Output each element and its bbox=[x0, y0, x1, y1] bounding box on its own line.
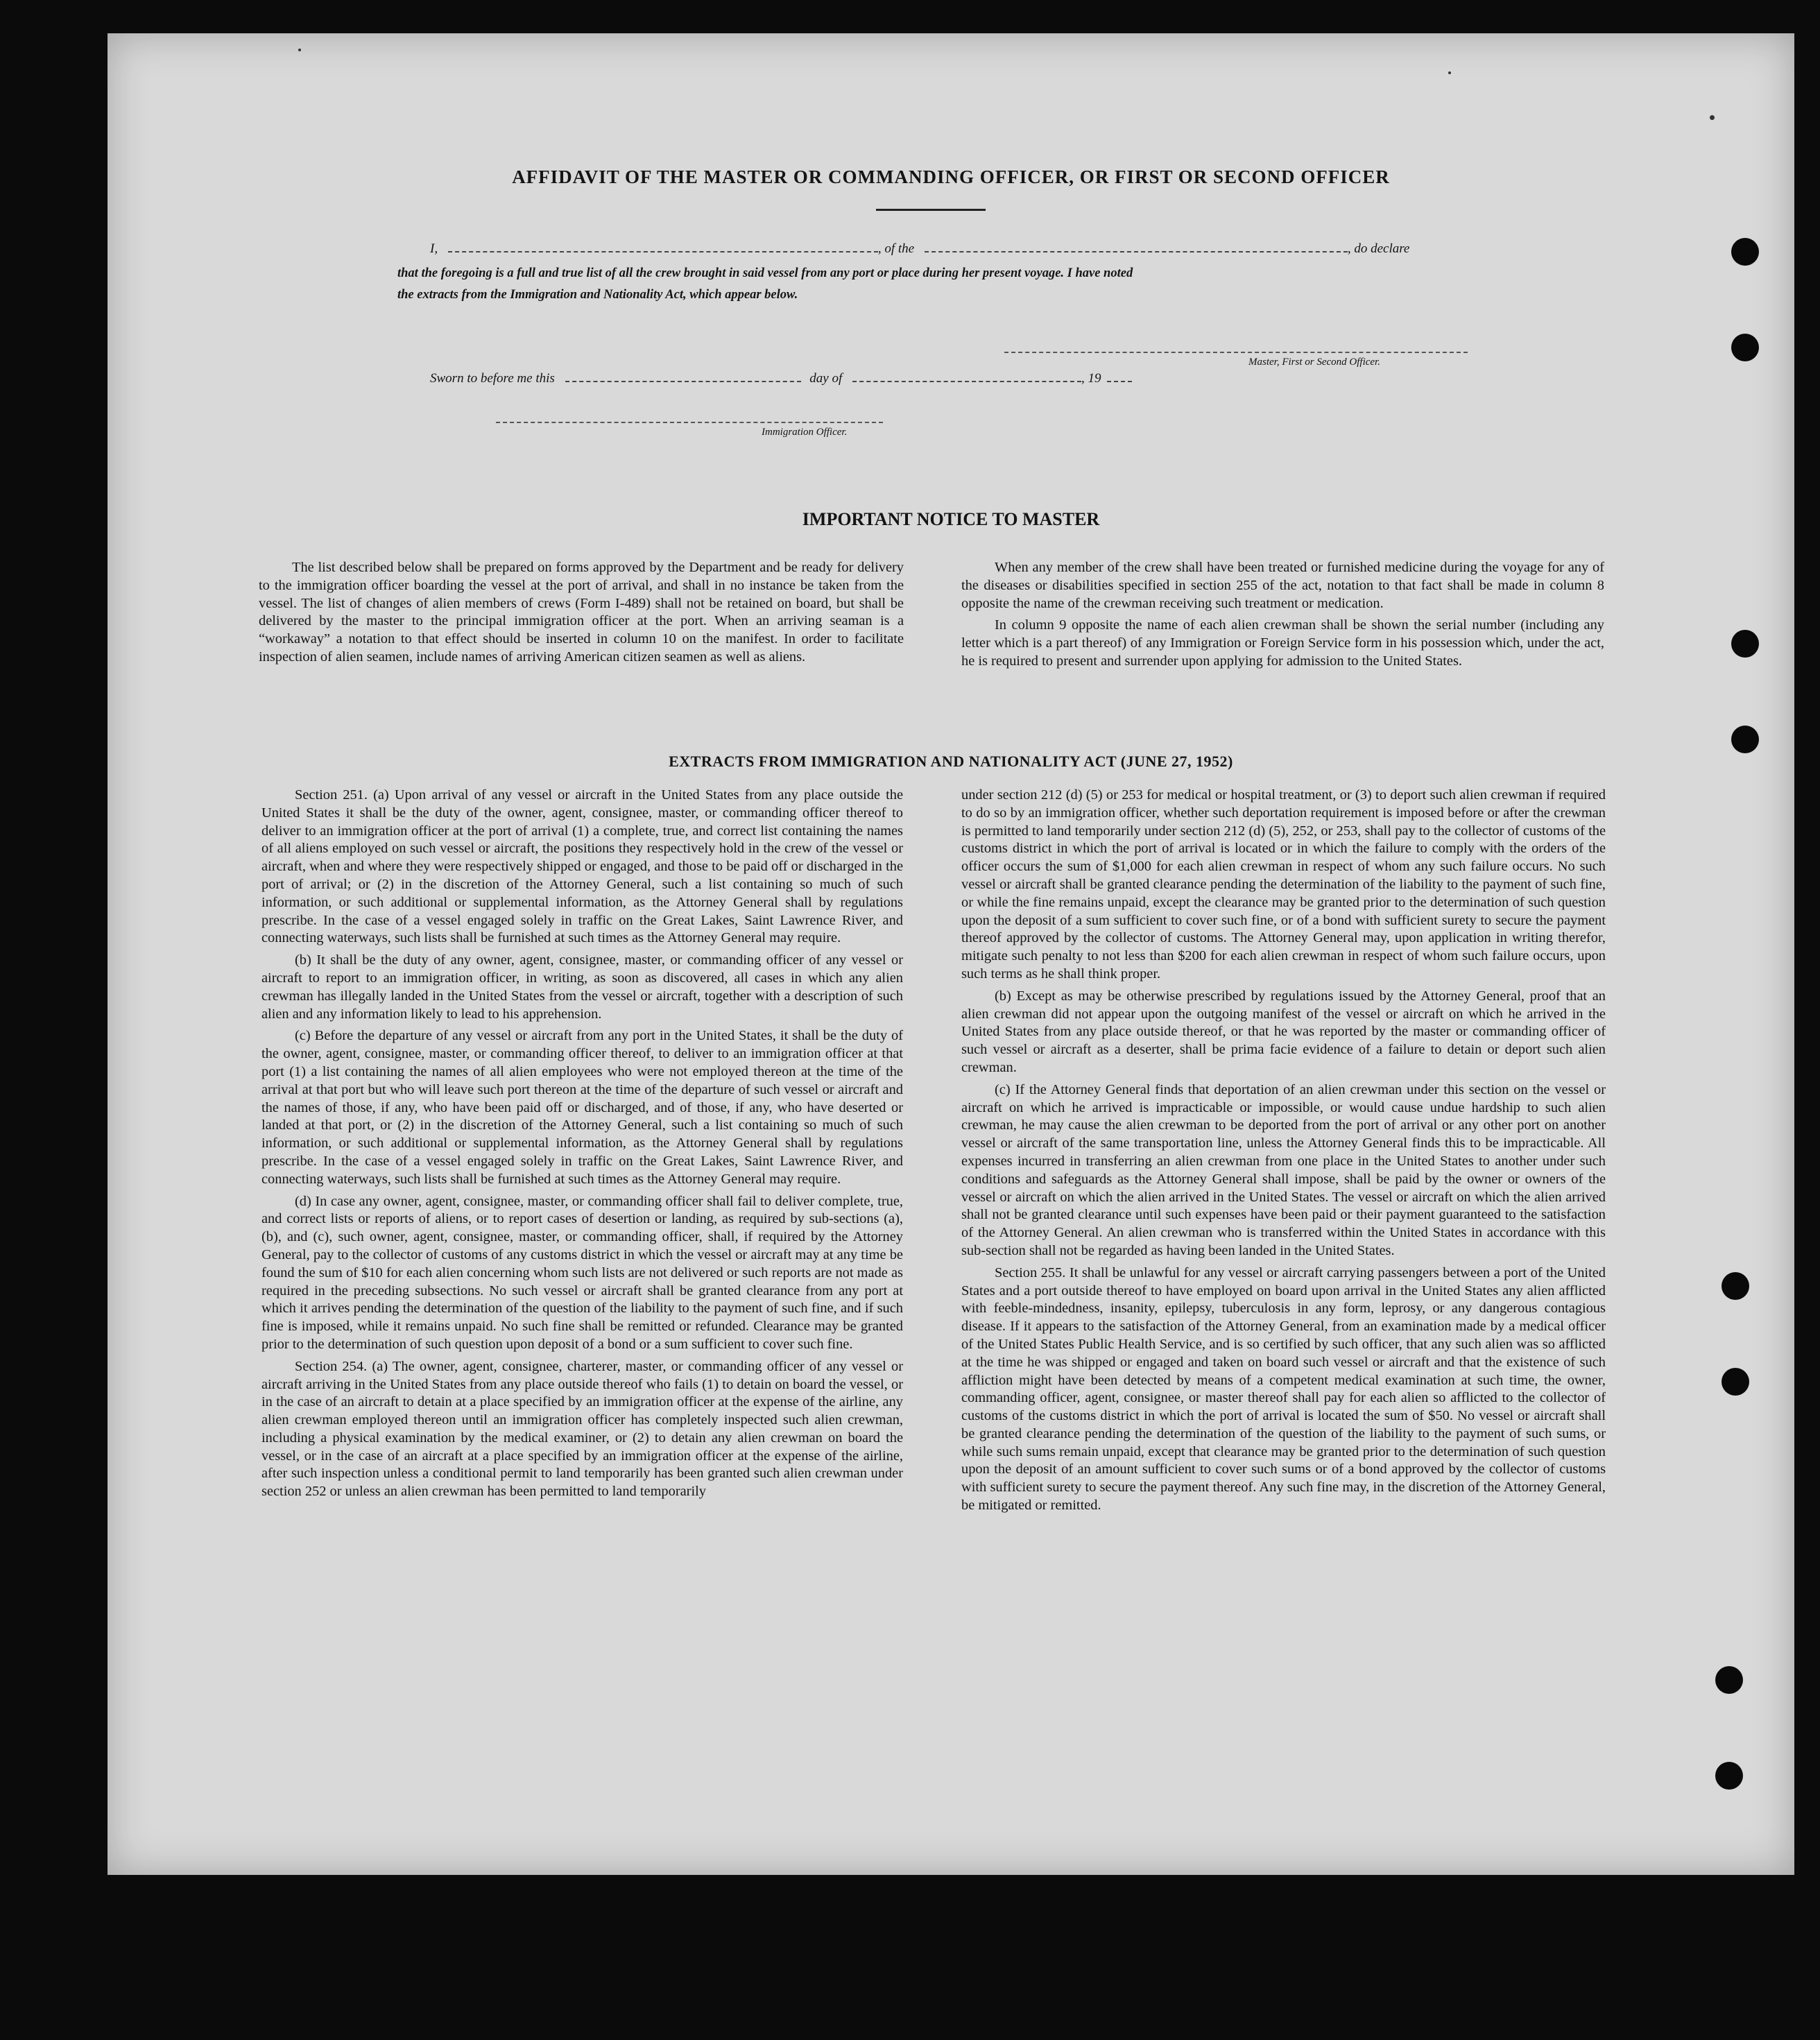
extract-paragraph: (c) Before the departure of any vessel or aircraft from any port in the United States, it shall be the duty of the owner, agent, consignee, master, or commanding officer thereof, to deliver to an immigration officer at that port (1) a list containing the names of all alien employees who were not employed thereon at the time of the arrival at that port but who will leave such port thereon at the time of the departure of such vessel or aircraft and the names of those, if any, who have been paid off or discharged, and of those, if any, who have deserted or landed at that port, or (2) in the discretion of the Attorney General, such a list containing so much of such information, or such additional or supplemental information, as the Attorney General shall by regulations prescribe. In the case of a vessel engaged solely in traffic on the Great Lakes, Saint Lawrence River, and connecting waterways, such lists shall be furnished at such times as the Attorney General may require. bbox=[261, 1028, 903, 1187]
declaration-line-2: the extracts from the Immigration and Nationality Act, which appear below. bbox=[397, 288, 798, 302]
notice-right-column bbox=[961, 559, 1604, 675]
extracts-left-column bbox=[261, 787, 903, 1505]
extracts-heading: EXTRACTS FROM IMMIGRATION AND NATIONALITY ACT (JUNE 27, 1952) bbox=[669, 753, 1233, 770]
i-label: I, bbox=[430, 241, 438, 256]
binder-hole bbox=[1731, 630, 1759, 658]
sworn-label: Sworn to before me this bbox=[430, 371, 555, 386]
binder-hole bbox=[1715, 1666, 1743, 1694]
binder-hole bbox=[1731, 726, 1759, 753]
affidavit-name-line bbox=[430, 241, 1409, 257]
immigration-officer-label: Immigration Officer. bbox=[762, 427, 848, 438]
binder-hole bbox=[1722, 1368, 1749, 1396]
notice-left-paragraph: The list described below shall be prepared on forms approved by the Department and be ready for delivery to the immigration officer boarding the vessel at the port of arrival, and shall in no instance be taken from the vessel. The list of changes of alien members of crews (Form I-489) shall not be retained on board, but shall be delivered by the master to the principal immigration officer at the port. When an arriving seaman is a “workaway” a notation to that effect should be inserted in column 10 on the manifest. In order to facilitate inspection of alien seamen, include names of arriving American citizen seamen as well as aliens. bbox=[259, 560, 904, 665]
binder-hole bbox=[1731, 238, 1759, 266]
extract-paragraph: Section 255. It shall be unlawful for any vessel or aircraft carrying passengers between a port of the United States and a port outside thereof to have employed on board upon arrival in the United States any alien afflicted with feeble-mindedness, insanity, epilepsy, tuberculosis in any form, leprosy, or any dangerous contagious disease. If it appears to the satisfaction of the Attorney General, from an examination made by a medical officer of the United States Public Health Service, and is so certified by such officer, that any such alien was so afflicted at the time he was shipped or engaged and taken on board such vessel or aircraft and that the existence of such affliction might have been detected by means of a competent medical examination at such time, the owner, commanding officer, agent, consignee, or master thereof shall pay for each alien so afflicted to the collector of customs of the customs district in which the port of arrival is located the sum of $50. No vessel or aircraft shall be granted clearance pending the determination of the question of the liability to the payment of such sums, or while such sums remain unpaid, except that clearance may be granted prior to the determination of such question upon the deposit of an amount sufficient to cover such sums or of a bond approved by the collector of customs with sufficient surety to secure the payment thereof. Any such fine may, in the discretion of the Attorney General, be mitigated or remitted. bbox=[961, 1265, 1606, 1514]
speck bbox=[1448, 71, 1451, 74]
year-label: , 19 bbox=[1081, 371, 1101, 386]
speck bbox=[1710, 115, 1715, 120]
binder-hole bbox=[1715, 1762, 1743, 1790]
document-page bbox=[108, 33, 1794, 1875]
notice-left-column bbox=[259, 559, 904, 671]
speck bbox=[298, 49, 301, 51]
immigration-officer-line[interactable] bbox=[496, 422, 883, 423]
name-blank[interactable] bbox=[448, 243, 878, 252]
title-rule bbox=[876, 209, 986, 211]
extract-paragraph: Section 254. (a) The owner, agent, consignee, charterer, master, or commanding officer of any vessel or aircraft arriving in the United States from any place outside thereof who fails (1) to detain on board the vessel, or in the case of an aircraft to detain at a place specified by an immigration officer at the expense of the airline, any alien crewman employed thereon until an immigration officer has completely inspected such alien crewman, including a physical examination by the medical examiner, or (2) to detain any alien crewman on board the vessel, or in the case of an aircraft at a place specified by an immigration officer at the expense of the airline, after such inspection unless a conditional permit to land temporarily has been granted such alien crewman under section 252 or unless an alien crewman has been permitted to land temporarily bbox=[261, 1358, 903, 1500]
notice-right-paragraph-1: When any member of the crew shall have been treated or furnished medicine during the voyage for any of the diseases or disabilities specified in section 255 of the act, notation to that fact shall be made in column 8 opposite the name of the crewman receiving such treatment or medication. bbox=[961, 560, 1604, 611]
year-blank[interactable] bbox=[1107, 372, 1132, 382]
month-blank[interactable] bbox=[852, 372, 1081, 382]
sworn-line bbox=[430, 371, 1132, 386]
declaration-line-1: that the foregoing is a full and true list of all the crew brought in said vessel from any port or place during her present voyage. I have noted bbox=[397, 266, 1133, 280]
master-signature-label: Master, First or Second Officer. bbox=[1248, 357, 1380, 368]
sworn-blank[interactable] bbox=[565, 372, 801, 382]
affidavit-title: AFFIDAVIT OF THE MASTER OR COMMANDING OFFICER, OR FIRST OR SECOND OFFICER bbox=[512, 166, 1390, 187]
day-of-label: day of bbox=[809, 371, 843, 386]
master-signature-line[interactable] bbox=[1004, 352, 1468, 353]
notice-right-paragraph-2: In column 9 opposite the name of each alien crewman shall be shown the serial number (including any letter which is a part thereof) of any Immigration or Foreign Service form in his possession which, under the act, he is required to present and surrender upon applying for admission to the United States. bbox=[961, 617, 1604, 669]
vessel-blank[interactable] bbox=[925, 243, 1348, 252]
extract-paragraph: (c) If the Attorney General finds that deportation of an alien crewman under this section on the vessel or aircraft on which he arrived is impracticable or impossible, or would cause undue hardship to such alien crewman, he may cause the alien crewman to be deported from the port of arrival or any other port on another vessel or aircraft of the same transportation line, unless the Attorney General finds this to be impracticable. All expenses incurred in transferring an alien crewman from one place in the United States to another under such conditions and safeguards as the Attorney General shall impose, shall be paid by the owner or owners of the vessel or aircraft on which the alien arrived in the United States. The vessel or aircraft on which the alien arrived shall not be granted clearance until such expenses have been paid or their payment guaranteed to the satisfaction of the Attorney General. An alien crewman who is transferred within the United States in accordance with this sub-section shall not be regarded as having been landed in the United States. bbox=[961, 1081, 1606, 1258]
extract-paragraph: under section 212 (d) (5) or 253 for medical or hospital treatment, or (3) to deport such alien crewman if required to do so by an immigration officer, whether such deportation requirement is imposed before or after the crewman is permitted to land temporarily under section 212 (d) (5), 252, or 253, shall pay to the collector of customs of the customs district in which the port of arrival is located or in which the failure to comply with the orders of the officer occurs the sum of $1,000 for each alien crewman in respect of whom any such failure occurs. No such vessel or aircraft shall be granted clearance pending the determination of the liability to the payment of such fine, or while the fine remains unpaid, except the clearance may be granted prior to the determination of such question upon the deposit of a sum sufficient to cover such fine, or of a bond with sufficient surety to secure the payment thereof approved by the collector of customs. The Attorney General may, upon application in writing therefor, mitigate such penalty to not less than $200 for each alien crewman in respect of whom such failure occurs, upon such terms as he shall think proper. bbox=[961, 787, 1606, 982]
of-the-label: , of the bbox=[877, 241, 915, 256]
notice-heading: IMPORTANT NOTICE TO MASTER bbox=[802, 509, 1100, 529]
binder-hole bbox=[1731, 334, 1759, 361]
extract-paragraph: (b) It shall be the duty of any owner, agent, consignee, master, or commanding officer of any vessel or aircraft to report to an immigration officer, in writing, as soon as discovered, all cases in which any alien crewman has illegally landed in the United States from the vessel or aircraft, together with a description of such alien and any information likely to lead to his apprehension. bbox=[261, 952, 903, 1022]
extract-paragraph: (d) In case any owner, agent, consignee, master, or commanding officer shall fail to deliver complete, true, and correct lists or reports of aliens, or to report cases of desertion or landing, as required by sub-sections (a), (b), and (c), such owner, agent, consignee, master, or commanding officer, shall, if required by the Attorney General, pay to the collector of customs of any customs district in which the vessel or aircraft may at any time be found the sum of $10 for each alien concerning whom such lists are not delivered or such reports are not made as required in the preceding subsections. No such vessel or aircraft shall be granted clearance from any port at which it arrives pending the determination of the question of the liability to the payment of such fine, and if such fine is imposed, while it remains unpaid. No such fine shall be remitted or refunded. Clearance may be granted prior to the determination of such question upon deposit of a bond or a sum sufficient to cover such fine. bbox=[261, 1193, 903, 1352]
extract-paragraph: (b) Except as may be otherwise prescribed by regulations issued by the Attorney General, proof that an alien crewman did not appear upon the outgoing manifest of the vessel or aircraft on which he arrived in the United States from any place outside thereof, or that he was reported by the master or commanding officer of such vessel or aircraft as a deserter, shall be prima facie evidence of a failure to detain or deport such alien crewman. bbox=[961, 988, 1606, 1075]
extract-paragraph: Section 251. (a) Upon arrival of any vessel or aircraft in the United States from any place outside the United States it shall be the duty of the owner, agent, consignee, master, or commanding officer thereof to deliver to an immigration officer at the port of arrival (1) a complete, true, and correct list containing the names of all aliens employed on such vessel or aircraft, the positions they respectively hold in the crew of the vessel or aircraft, when and where they were respectively shipped or engaged, and those to be paid off or discharged in the port of arrival; or (2) in the discretion of the Attorney General, such a list containing so much of such information, or such additional or supplemental information, as the Attorney General shall by regulations prescribe. In the case of a vessel engaged solely in traffic on the Great Lakes, Saint Lawrence River, and connecting waterways, such lists shall be furnished at such times as the Attorney General may require. bbox=[261, 787, 903, 946]
do-declare-label: , do declare bbox=[1347, 241, 1410, 256]
extracts-right-column bbox=[961, 787, 1606, 1519]
binder-hole bbox=[1722, 1272, 1749, 1300]
